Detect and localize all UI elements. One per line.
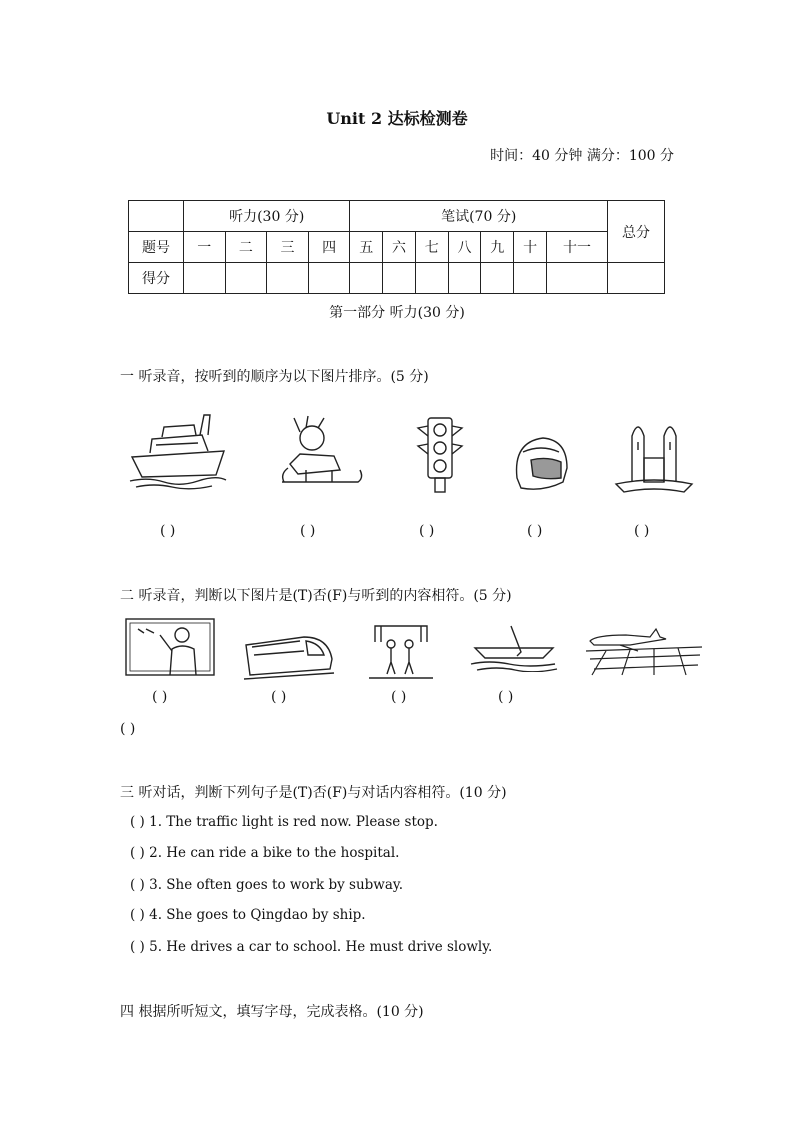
score-table-listening: 听力(30 分): [184, 201, 350, 232]
score-table-total: 总分: [608, 201, 665, 263]
section2-heading: 二 听录音，判断以下图片是(T)否(F)与听到的内容相符。(5 分): [120, 588, 512, 604]
exam-meta: 时间：40 分钟 满分：100 分: [490, 148, 674, 164]
score-table-number: 七: [415, 232, 448, 263]
answer-blank[interactable]: ( ): [527, 523, 543, 539]
page-title: Unit 2 达标检测卷: [326, 109, 468, 128]
part-one-heading: 第一部分 听力(30 分): [329, 305, 465, 321]
score-table: [128, 200, 665, 294]
score-cell[interactable]: [448, 263, 481, 294]
score-cell[interactable]: [415, 263, 448, 294]
statement-item[interactable]: ( ) 3. She often goes to work by subway.: [130, 877, 404, 893]
answer-blank[interactable]: ( ): [152, 689, 168, 705]
section4-heading: 四 根据所听短文，填写字母，完成表格。(10 分): [120, 1004, 424, 1020]
score-table-number: 十: [514, 232, 547, 263]
score-cell[interactable]: [514, 263, 547, 294]
statement-item[interactable]: ( ) 1. The traffic light is red now. Please stop.: [130, 814, 438, 830]
score-cell[interactable]: [225, 263, 267, 294]
score-cell[interactable]: [608, 263, 665, 294]
score-cell[interactable]: [383, 263, 416, 294]
score-table-number: 八: [448, 232, 481, 263]
sleigh-icon: [278, 412, 364, 492]
score-cell[interactable]: [267, 263, 309, 294]
section1-heading: 一 听录音，按听到的顺序为以下图片排序。(5 分): [120, 369, 429, 385]
score-table-number: 二: [225, 232, 267, 263]
score-table-writing: 笔试(70 分): [350, 201, 608, 232]
score-table-number: 五: [350, 232, 383, 263]
answer-blank[interactable]: ( ): [419, 523, 435, 539]
helmet-icon: [511, 432, 571, 498]
train-icon: [242, 625, 336, 681]
answer-blank[interactable]: ( ): [120, 721, 136, 737]
answer-blank[interactable]: ( ): [271, 689, 287, 705]
walking-kids-icon: [367, 622, 435, 680]
score-table-number: 九: [481, 232, 514, 263]
score-table-corner: [129, 201, 184, 232]
answer-blank[interactable]: ( ): [498, 689, 514, 705]
statement-item[interactable]: ( ) 2. He can ride a bike to the hospital.: [130, 845, 400, 861]
score-table-number: 一: [184, 232, 226, 263]
ship-icon: [128, 405, 228, 490]
teacher-icon: [124, 617, 216, 679]
score-cell[interactable]: [350, 263, 383, 294]
church-icon: [614, 412, 694, 494]
score-cell[interactable]: [308, 263, 350, 294]
answer-blank[interactable]: ( ): [391, 689, 407, 705]
statement-item[interactable]: ( ) 5. He drives a car to school. He must drive slowly.: [130, 939, 493, 955]
score-table-number: 四: [308, 232, 350, 263]
score-table-number: 三: [267, 232, 309, 263]
score-table-score-label: 得分: [129, 263, 184, 294]
answer-blank[interactable]: ( ): [160, 523, 176, 539]
score-cell[interactable]: [481, 263, 514, 294]
score-cell[interactable]: [547, 263, 608, 294]
score-table-number: 十一: [547, 232, 608, 263]
section3-heading: 三 听对话，判断下列句子是(T)否(F)与对话内容相符。(10 分): [120, 785, 507, 801]
boat-icon: [469, 624, 559, 672]
answer-blank[interactable]: ( ): [300, 523, 316, 539]
statement-item[interactable]: ( ) 4. She goes to Qingdao by ship.: [130, 907, 366, 923]
score-table-number: 六: [383, 232, 416, 263]
traffic-light-icon: [414, 414, 466, 496]
answer-blank[interactable]: ( ): [634, 523, 650, 539]
score-cell[interactable]: [184, 263, 226, 294]
score-table-number-label: 题号: [129, 232, 184, 263]
plane-icon: [586, 625, 702, 677]
